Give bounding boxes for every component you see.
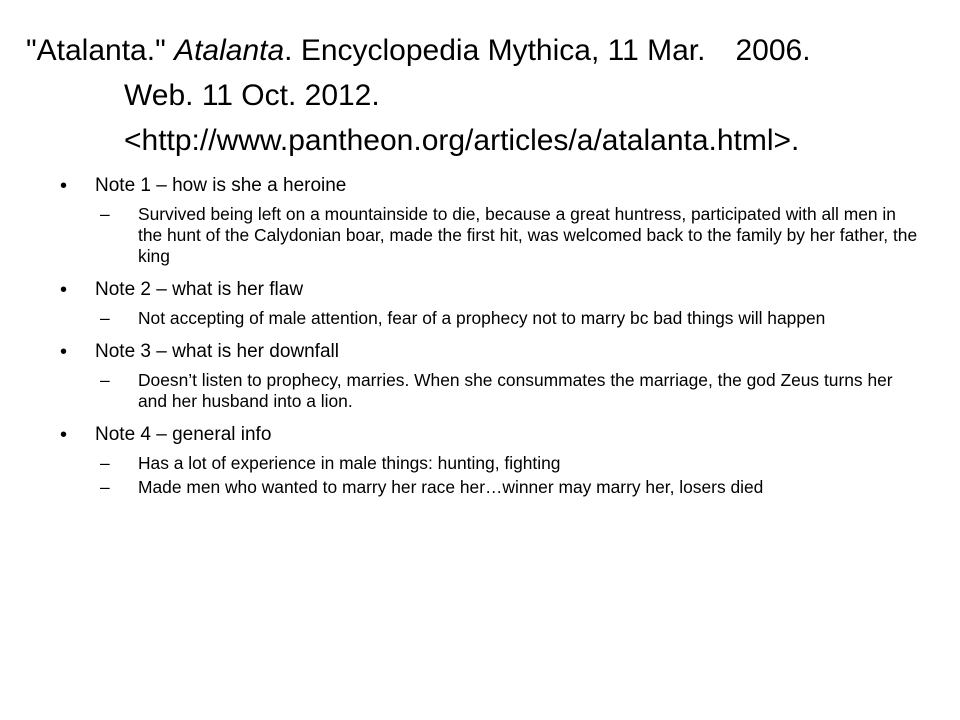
sub-item — [95, 308, 920, 329]
sub-item-text: Has a lot of experience in male things: hunting, fighting — [138, 453, 561, 473]
sub-item — [95, 477, 920, 498]
bullet-icon: • — [60, 175, 68, 197]
citation-line-1 — [26, 28, 926, 73]
bullet-icon: • — [60, 424, 68, 446]
sub-item-text: Doesn’t listen to prophecy, marries. When she consummates the marriage, the god Zeus turns her and her husband into a lion. — [138, 370, 893, 411]
bullet-icon: • — [60, 279, 68, 301]
sub-item-text: Made men who wanted to marry her race her…winner may marry her, losers died — [138, 477, 764, 497]
note-item — [60, 276, 920, 329]
note-heading: Note 2 – what is her flaw — [95, 279, 304, 300]
notes-body — [60, 172, 920, 507]
dash-icon: – — [100, 308, 110, 328]
note-heading: Note 4 – general info — [95, 424, 272, 445]
citation-text: "Atalanta." — [26, 34, 175, 67]
sub-item-text: Survived being left on a mountainside to die, because a great huntress, participated with all men in the hunt of the Calydonian boar, made the first hit, was welcomed back to the family by her father, the king — [138, 204, 918, 266]
note-item — [60, 172, 920, 267]
citation-italic-title: Atalanta — [174, 34, 285, 67]
bullet-icon: • — [60, 341, 68, 363]
dash-icon: – — [100, 453, 110, 473]
note-item — [60, 421, 920, 498]
sub-item-text: Not accepting of male attention, fear of a prophecy not to marry bc bad things will happen — [138, 308, 826, 328]
sub-list — [95, 308, 920, 329]
citation-url: <http://www.pantheon.org/articles/a/atalanta.html>. — [124, 124, 800, 157]
citation-text: . Encyclopedia Mythica, 11 Mar. — [284, 34, 706, 67]
dash-icon: – — [100, 370, 110, 390]
sub-item — [95, 453, 920, 474]
sub-item — [95, 370, 920, 412]
sub-list — [95, 453, 920, 498]
citation-title — [26, 28, 926, 163]
citation-line-2: Web. 11 Oct. 2012. — [124, 79, 380, 112]
sub-list — [95, 370, 920, 412]
dash-icon: – — [100, 204, 110, 224]
citation-year: 2006. — [735, 34, 811, 67]
sub-list — [95, 204, 920, 267]
notes-list — [60, 172, 920, 498]
dash-icon: – — [100, 477, 110, 497]
sub-item — [95, 204, 920, 267]
note-heading: Note 1 – how is she a heroine — [95, 175, 347, 196]
note-item — [60, 338, 920, 412]
note-heading: Note 3 – what is her downfall — [95, 341, 339, 362]
